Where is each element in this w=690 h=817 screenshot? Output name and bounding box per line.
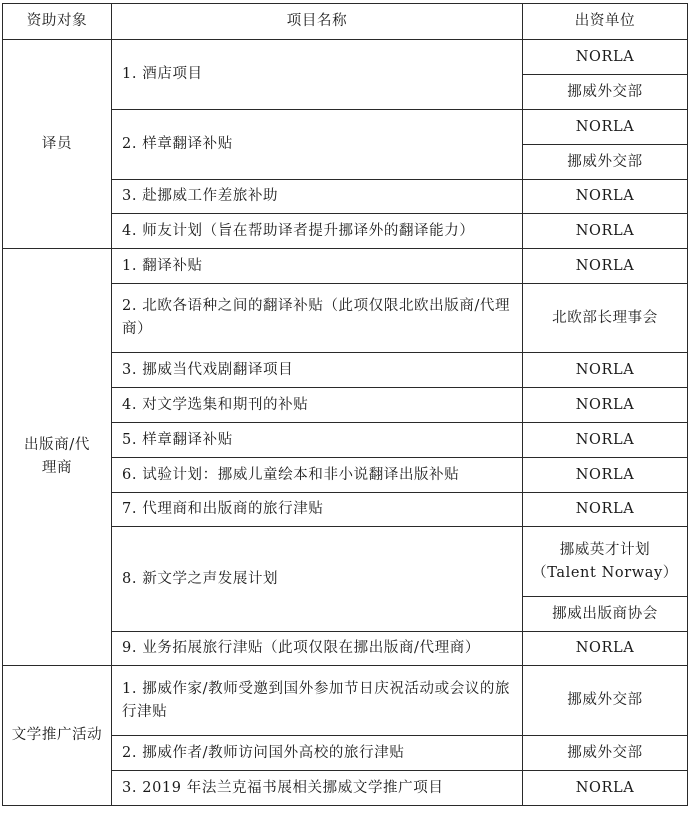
header-project: 项目名称 [112, 4, 522, 39]
funder-name: NORLA [523, 249, 687, 283]
funder-name [523, 527, 687, 596]
funder-name: 挪威外交部 [523, 145, 687, 179]
project-name: 2. 挪威作者/教师访问国外高校的旅行津贴 [112, 736, 522, 770]
project-name: 5. 样章翻译补贴 [112, 423, 522, 457]
funder-name: 挪威外交部 [523, 736, 687, 770]
funder-name: NORLA [523, 632, 687, 665]
project-name: 1. 酒店项目 [112, 40, 522, 109]
project-name: 6. 试验计划：挪威儿童绘本和非小说翻译出版补贴 [112, 458, 522, 492]
funder-name: 挪威外交部 [523, 666, 687, 735]
project-name: 9. 业务拓展旅行津贴（此项仅限在挪出版商/代理商） [112, 632, 522, 665]
funder-name: NORLA [523, 110, 687, 144]
project-name: 3. 2019 年法兰克福书展相关挪威文学推广项目 [112, 771, 522, 805]
project-name: 1. 翻译补贴 [112, 249, 522, 283]
funding-table [2, 3, 688, 806]
funder-name: NORLA [523, 180, 687, 213]
funder-name: NORLA [523, 388, 687, 422]
funder-name: NORLA [523, 771, 687, 805]
project-name: 4. 师友计划（旨在帮助译者提升挪译外的翻译能力） [112, 214, 522, 248]
funder-name: NORLA [523, 40, 687, 74]
project-name: 4. 对文学选集和期刊的补贴 [112, 388, 522, 422]
funder-name: NORLA [523, 353, 687, 387]
project-name: 1. 挪威作家/教师受邀到国外参加节日庆祝活动或会议的旅行津贴 [112, 666, 522, 735]
group-target-label: 出版商/代理商 [24, 437, 90, 476]
funder-name: NORLA [523, 423, 687, 457]
funder-name: 北欧部长理事会 [523, 284, 687, 352]
funder-name: 挪威外交部 [523, 75, 687, 109]
funder-name: NORLA [523, 214, 687, 248]
group-target-promotion: 文学推广活动 [3, 666, 111, 805]
funder-name: NORLA [523, 493, 687, 526]
project-name: 2. 样章翻译补贴 [112, 110, 522, 179]
group-target-translators: 译员 [3, 40, 111, 248]
project-name: 7. 代理商和出版商的旅行津贴 [112, 493, 522, 526]
project-name: 3. 挪威当代戏剧翻译项目 [112, 353, 522, 387]
project-name: 3. 赴挪威工作差旅补助 [112, 180, 522, 213]
funder-name: NORLA [523, 458, 687, 492]
project-name: 8. 新文学之声发展计划 [112, 527, 522, 631]
funder-name-cn: 挪威英才计划 [559, 541, 651, 558]
header-target: 资助对象 [3, 4, 111, 39]
funder-name: 挪威出版商协会 [523, 597, 687, 631]
header-funder: 出资单位 [523, 4, 687, 39]
group-target-publishers [3, 249, 111, 665]
project-name: 2. 北欧各语种之间的翻译补贴（此项仅限北欧出版商/代理商） [112, 284, 522, 352]
funder-name-en: （Talent Norway） [532, 564, 678, 581]
